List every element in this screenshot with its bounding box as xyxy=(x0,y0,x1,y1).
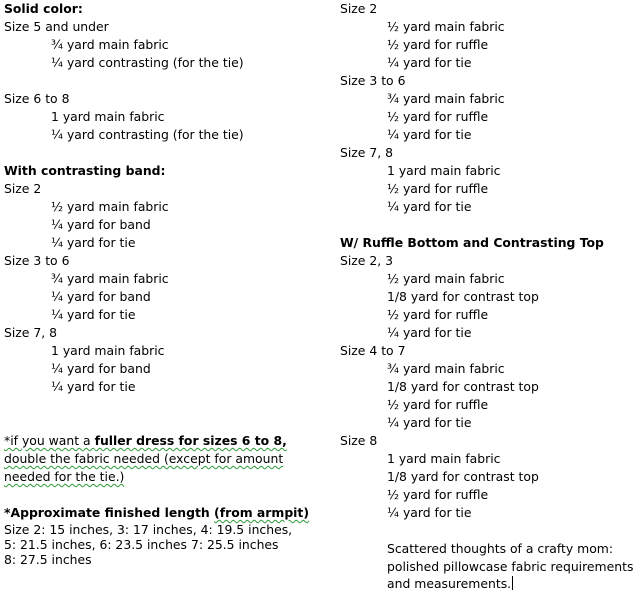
fabric-item: ¼ yard for tie xyxy=(387,415,472,430)
left-column xyxy=(4,0,324,567)
fabric-item: ¾ yard main fabric xyxy=(387,91,505,106)
fabric-item: ¼ yard contrasting (for the tie) xyxy=(51,127,244,142)
fabric-item: ¼ yard for tie xyxy=(387,127,472,142)
size-label: Size 5 and under xyxy=(4,19,109,34)
fabric-item: ½ yard main fabric xyxy=(387,271,505,286)
note-emphasis: fuller dress for sizes 6 to 8, xyxy=(94,433,287,448)
fabric-item: ½ yard for ruffle xyxy=(387,109,489,124)
ruffle-top-heading: W/ Ruffle Bottom and Contrasting Top xyxy=(340,235,604,250)
fabric-item: 1/8 yard for contrast top xyxy=(387,379,539,394)
closing-line: Scattered thoughts of a crafty mom: xyxy=(387,541,614,556)
fabric-item: ½ yard main fabric xyxy=(51,199,169,214)
fabric-item: 1 yard main fabric xyxy=(51,109,165,124)
fabric-item: ¾ yard main fabric xyxy=(387,361,505,376)
solid-color-heading: Solid color: xyxy=(4,1,83,16)
fabric-item: ¼ yard for tie xyxy=(51,307,136,322)
fabric-item: ¾ yard main fabric xyxy=(51,37,169,52)
fabric-item: ½ yard for ruffle xyxy=(387,37,489,52)
size-label: Size 4 to 7 xyxy=(340,343,406,358)
fabric-item: ¼ yard for tie xyxy=(51,379,136,394)
finished-length-heading xyxy=(4,504,324,522)
note-line: double the fabric needed (except for amount xyxy=(4,451,284,466)
length-heading-text: *Approximate finished length xyxy=(4,505,215,520)
closing-line: polished pillowcase fabric requirements xyxy=(387,558,634,574)
length-line: 8: 27.5 inches xyxy=(4,552,92,567)
text-cursor xyxy=(512,576,513,590)
fabric-item: 1 yard main fabric xyxy=(387,451,501,466)
fabric-item: ¼ yard contrasting (for the tie) xyxy=(51,55,244,70)
fabric-item: ¼ yard for tie xyxy=(387,505,472,520)
fabric-item: ½ yard for ruffle xyxy=(387,397,489,412)
size-label: Size 7, 8 xyxy=(4,325,58,340)
closing-line-last xyxy=(340,575,632,593)
fabric-item: ½ yard for ruffle xyxy=(387,487,489,502)
closing-text: and measurements. xyxy=(387,576,512,591)
fabric-item: 1 yard main fabric xyxy=(387,163,501,178)
fabric-item: ¾ yard main fabric xyxy=(51,271,169,286)
size-label: Size 2, 3 xyxy=(340,253,394,268)
fabric-item: 1/8 yard for contrast top xyxy=(387,469,539,484)
note-prefix: *if you want a xyxy=(4,433,95,448)
fabric-item: ¼ yard for band xyxy=(51,361,151,376)
fabric-item: ½ yard main fabric xyxy=(387,19,505,34)
fabric-item: ½ yard for ruffle xyxy=(387,307,489,322)
size-label: Size 6 to 8 xyxy=(4,91,70,106)
size-label: Size 8 xyxy=(340,433,378,448)
right-column xyxy=(340,0,632,593)
note-line: needed for the tie.) xyxy=(4,469,125,484)
size-label: Size 2 xyxy=(340,1,378,16)
fabric-item: ½ yard for ruffle xyxy=(387,181,489,196)
size-label: Size 3 to 6 xyxy=(340,73,406,88)
fabric-item: ¼ yard for tie xyxy=(387,55,472,70)
fabric-item: 1 yard main fabric xyxy=(51,343,165,358)
fabric-item: ¼ yard for tie xyxy=(51,235,136,250)
fabric-item: ¼ yard for band xyxy=(51,217,151,232)
length-line: Size 2: 15 inches, 3: 17 inches, 4: 19.5 inches, xyxy=(4,522,293,537)
size-label: Size 7, 8 xyxy=(340,145,394,160)
fuller-dress-note xyxy=(4,432,324,450)
fabric-item: ¼ yard for tie xyxy=(387,199,472,214)
length-line: 5: 21.5 inches, 6: 23.5 inches 7: 25.5 inches xyxy=(4,537,279,552)
contrasting-band-heading: With contrasting band: xyxy=(4,163,166,178)
length-heading-paren: (from armpit) xyxy=(214,505,310,520)
size-label: Size 3 to 6 xyxy=(4,253,70,268)
size-label: Size 2 xyxy=(4,181,42,196)
fabric-item: ¼ yard for tie xyxy=(387,325,472,340)
fabric-item: 1/8 yard for contrast top xyxy=(387,289,539,304)
fabric-item: ¼ yard for band xyxy=(51,289,151,304)
